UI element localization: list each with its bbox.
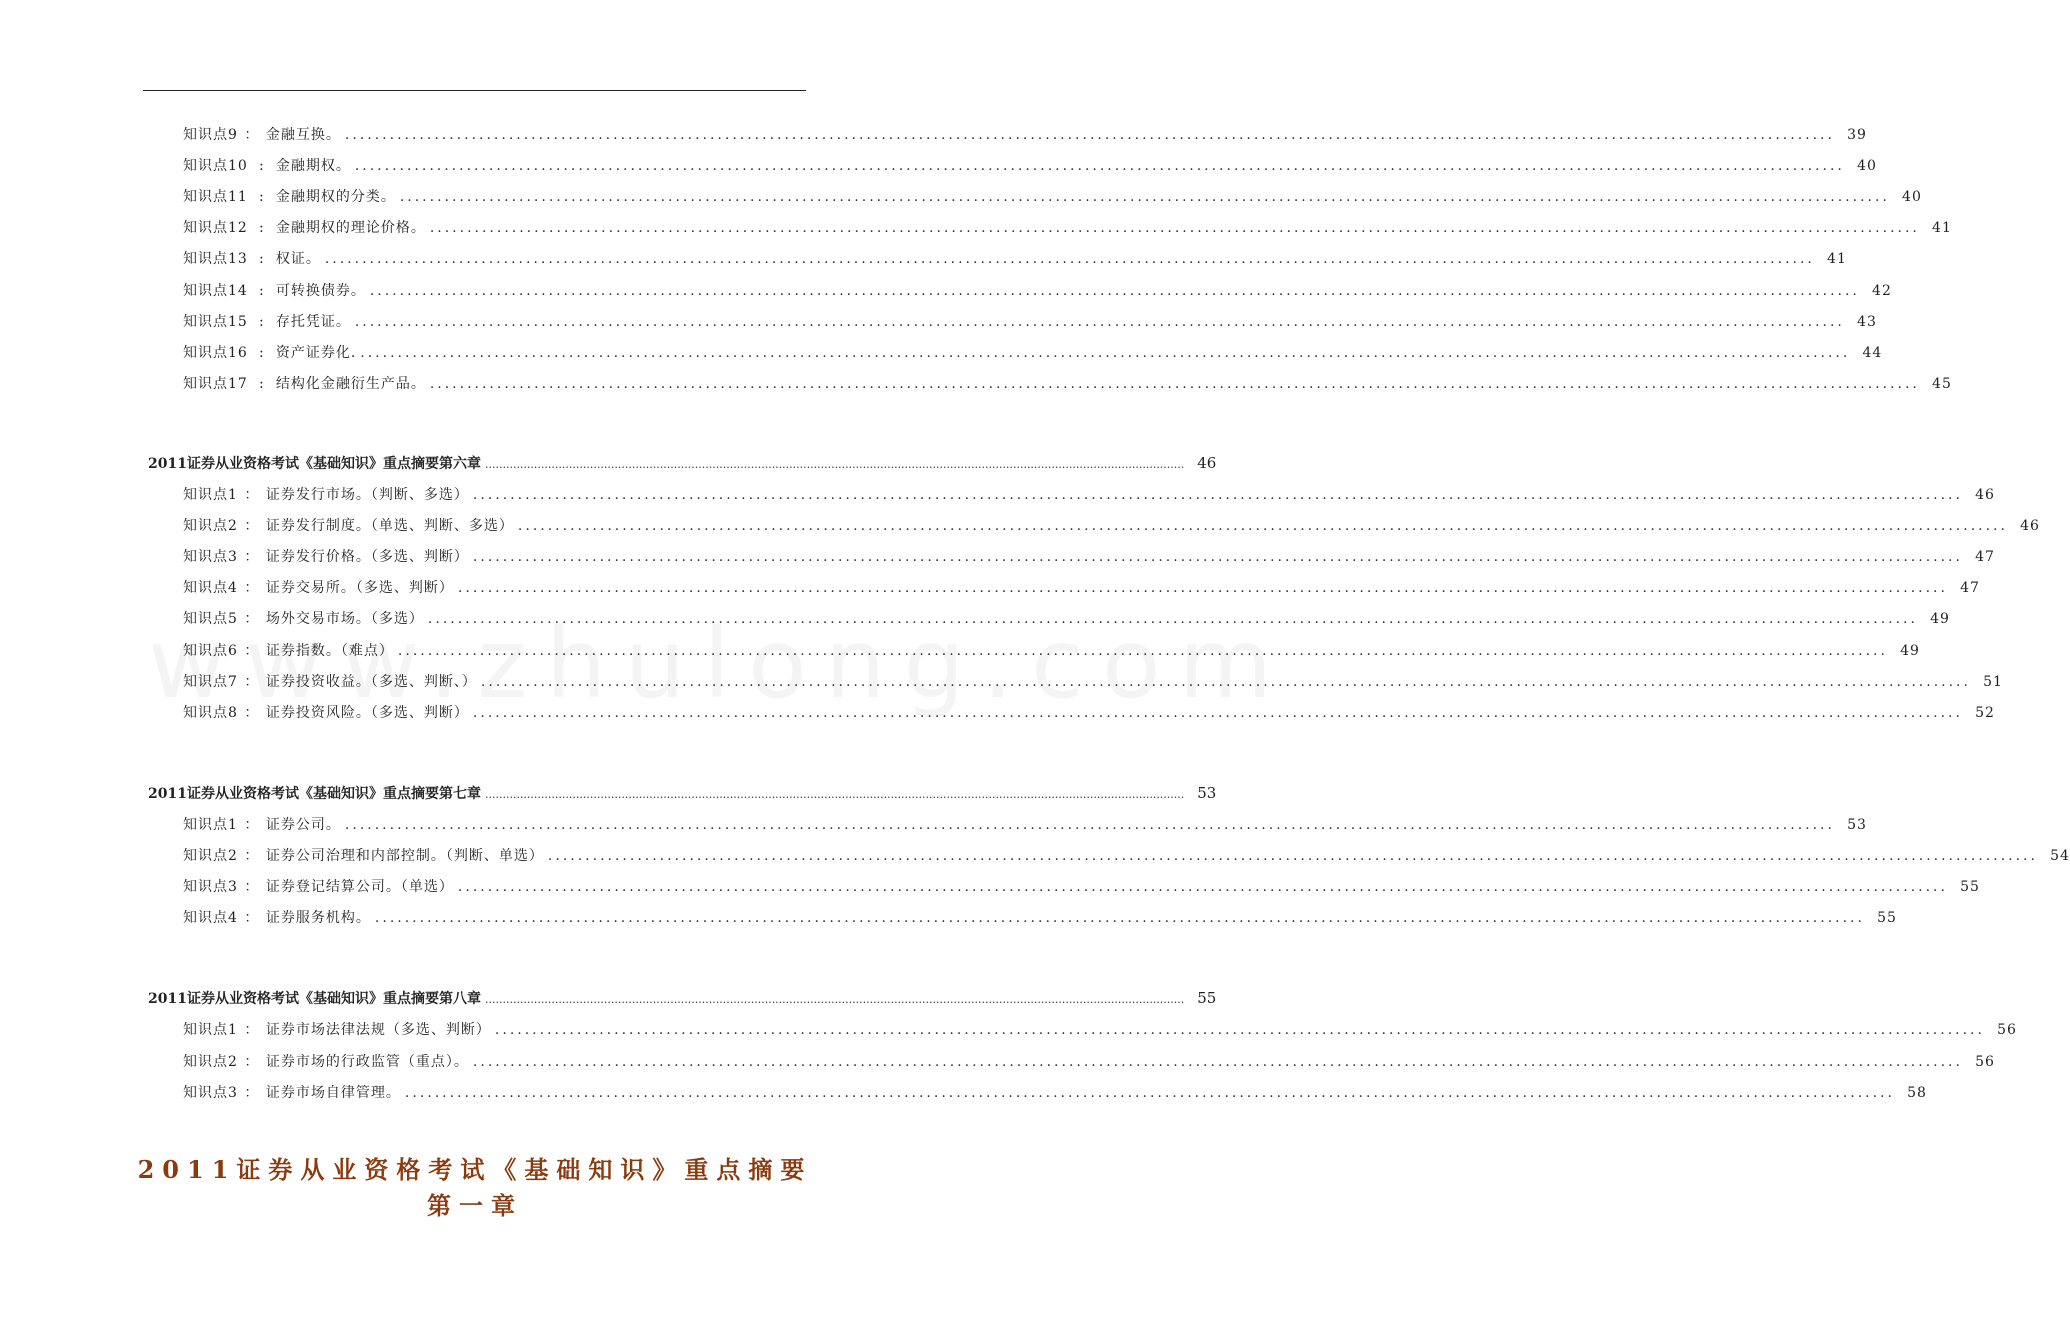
toc-entry-label: 知识点2 (183, 1053, 238, 1070)
toc-entry-label: 知识点2 (183, 518, 238, 535)
toc-entry-row[interactable] (183, 217, 1952, 241)
toc-entry-separator: ： (244, 580, 260, 597)
toc-leader: ........................................................................................................................................................................................................ (472, 1053, 1963, 1070)
toc-entry-label: 知识点12 (183, 220, 248, 237)
toc-entry-title: 证券公司。 (265, 816, 341, 833)
toc-entry-label: 知识点9 (183, 127, 238, 143)
toc-page-number: 46 (1975, 487, 1995, 503)
toc-leader: ........................................................................................................................................................................................................ (369, 282, 1860, 299)
toc-entry-label: 知识点3 (183, 879, 238, 896)
toc-entry-title: 证券交易所。（多选、判断） (265, 580, 454, 597)
toc-entry-row[interactable] (183, 907, 1897, 931)
toc-entry-label: 知识点1 (183, 816, 238, 833)
toc-page-number: 40 (1857, 158, 1877, 175)
toc-page-number: 41 (1932, 220, 1952, 237)
toc-entry-row[interactable] (183, 702, 1995, 726)
toc-entry-title: 金融互换。 (265, 127, 341, 143)
toc-entry-label: 知识点3 (183, 549, 238, 566)
toc-entry-label: 知识点11 (183, 189, 248, 206)
toc-leader: ........................................................................................................................................................................................................ (429, 220, 1920, 237)
toc-page-number: 55 (1877, 910, 1897, 927)
toc-page-number: 44 (1862, 344, 1883, 361)
toc-entry-label: 知识点7 (183, 673, 238, 690)
toc-page-number: 52 (1975, 704, 1995, 721)
toc-entry-row[interactable] (183, 311, 1877, 335)
toc-leader: ........................................................................................................................................................................................................ (494, 1022, 1985, 1039)
toc-leader: ........................................................................................................................................................................................................ (457, 879, 1948, 896)
toc-entry-title: 证券公司治理和内部控制。（判断、单选） (265, 848, 544, 864)
toc-entry-separator: ： (244, 704, 260, 721)
toc-entry-separator: ： (244, 549, 260, 566)
toc-entry-title: 存托凭证。 (275, 313, 351, 330)
toc-chapter-title: 2011证券从业资格考试《基础知识》重点摘要第八章 (148, 991, 481, 1008)
toc-page-number: 39 (1847, 127, 1867, 143)
toc-entry-row[interactable] (183, 546, 1995, 570)
toc-entry-title: 可转换债券。 (275, 282, 366, 299)
toc-entry-title: 场外交易市场。（多选） (265, 611, 424, 628)
toc-chapter-row[interactable] (148, 453, 1217, 477)
toc-entry-separator: ： (244, 910, 260, 927)
toc-page-number: 49 (1900, 642, 1920, 659)
toc-entry-row[interactable] (183, 342, 1883, 366)
toc-entry-row[interactable] (183, 186, 1922, 210)
toc-entry-label: 知识点8 (183, 704, 238, 721)
toc-page-number: 45 (1932, 375, 1952, 392)
toc-leader: ........................................................................................................................................................................................................ (484, 457, 1185, 471)
toc-page-number: 47 (1960, 580, 1980, 597)
toc-leader: ........................................................................................................................................................................................................ (484, 787, 1185, 801)
toc-leader: ........................................................................................................................................................................................................ (472, 487, 1963, 503)
toc-entry-separator: ： (244, 518, 260, 535)
toc-leader: ........................................................................................................................................................................................................ (404, 1084, 1895, 1101)
toc-entry-title: 权证。 (275, 251, 321, 268)
toc-page-number: 53 (1197, 783, 1217, 802)
toc-leader: ........................................................................................................................................................................................................ (360, 344, 1851, 361)
toc-entry-separator: ： (244, 127, 260, 143)
chapter-heading-sub: 第一章 (427, 1191, 523, 1220)
toc-page-number: 53 (1847, 816, 1867, 833)
toc-page-number: 56 (1975, 1053, 1995, 1070)
toc-entry-title: 证券市场自律管理。 (265, 1084, 401, 1101)
toc-page-number: 46 (2020, 518, 2040, 535)
toc-leader: ........................................................................................................................................................................................................ (397, 642, 1888, 659)
toc-page-number: 54 (2050, 848, 2070, 864)
toc-entry-label: 知识点4 (183, 910, 238, 927)
toc-entry-title: 证券服务机构。 (265, 910, 371, 927)
toc-entry-row[interactable] (183, 155, 1877, 179)
toc-leader: ........................................................................................................................................................................................................ (472, 549, 1963, 566)
toc-entry-label: 知识点14 (183, 282, 248, 299)
toc-entry-separator: ： (244, 1053, 260, 1070)
toc-entry-row[interactable] (183, 1019, 2017, 1043)
toc-entry-label: 知识点5 (183, 611, 238, 628)
toc-entry-separator: ： (244, 642, 260, 659)
toc-chapter-title: 2011证券从业资格考试《基础知识》重点摘要第六章 (148, 455, 481, 472)
toc-entry-row[interactable] (183, 1082, 1927, 1106)
toc-leader: ........................................................................................................................................................................................................ (427, 611, 1918, 628)
toc-entry-separator: : (258, 282, 265, 299)
toc-entry-separator: : (258, 375, 265, 392)
toc-entry-title: 证券市场的行政监管（重点）。 (265, 1053, 469, 1070)
toc-entry-separator: : (258, 220, 265, 237)
toc-page-number: 43 (1857, 313, 1877, 330)
toc-entry-row[interactable] (183, 280, 1892, 304)
toc-entry-title: 结构化金融衍生产品。 (275, 375, 426, 392)
toc-entry-separator: ： (244, 816, 260, 833)
toc-leader: ........................................................................................................................................................................................................ (484, 993, 1185, 1007)
toc-leader: ........................................................................................................................................................................................................ (547, 848, 2038, 864)
toc-chapter-row[interactable] (148, 783, 1217, 807)
toc-page-number: 55 (1197, 989, 1217, 1008)
toc-entry-title: 证券市场法律法规（多选、判断） (265, 1022, 491, 1039)
toc-page-number: 46 (1197, 453, 1217, 472)
toc-entry-row[interactable] (183, 124, 1867, 148)
toc-leader: ........................................................................................................................................................................................................ (374, 910, 1865, 927)
toc-entry-title: 金融期权的理论价格。 (275, 220, 426, 237)
toc-entry-title: 资产证券化. (275, 344, 357, 361)
toc-entry-row[interactable] (183, 373, 1952, 397)
toc-entry-separator: ： (244, 879, 260, 896)
toc-leader: ........................................................................................................................................................................................................ (324, 251, 1815, 268)
toc-entry-label: 知识点1 (183, 487, 238, 503)
toc-entry-label: 知识点10 (183, 158, 248, 175)
toc-entry-row[interactable] (183, 814, 1867, 838)
toc-page-number: 40 (1902, 189, 1922, 206)
toc-entry-row[interactable] (183, 577, 1980, 601)
toc-chapter-row[interactable] (148, 988, 1217, 1012)
toc-entry-separator: : (258, 158, 265, 175)
toc-page-number: 55 (1960, 879, 1980, 896)
toc-leader: ........................................................................................................................................................................................................ (480, 673, 1971, 690)
toc-entry-title: 证券登记结算公司。（单选） (265, 879, 454, 896)
toc-page-number: 49 (1930, 611, 1950, 628)
toc-page-number: 47 (1975, 549, 1995, 566)
toc-entry-label: 知识点1 (183, 1022, 238, 1039)
toc-entry-title: 证券发行市场。（判断、多选） (265, 487, 469, 503)
toc-entry-label: 知识点13 (183, 251, 248, 268)
toc-leader: ........................................................................................................................................................................................................ (354, 313, 1845, 330)
toc-entry-label: 知识点16 (183, 344, 248, 361)
toc-entry-row[interactable] (183, 484, 1995, 508)
toc-entry-row[interactable] (183, 640, 1920, 664)
toc-entry-title: 证券发行制度。（单选、判断、多选） (265, 518, 514, 535)
toc-page-number: 58 (1907, 1084, 1927, 1101)
toc-page-number: 56 (1997, 1022, 2017, 1039)
toc-entry-separator: ： (244, 1084, 260, 1101)
toc-entry-row[interactable] (183, 876, 1980, 900)
toc-entry-title: 金融期权。 (275, 158, 351, 175)
toc-leader: ........................................................................................................................................................................................................ (457, 580, 1948, 597)
chapter-heading: 2011证券从业资格考试《基础知识》重点摘要 (137, 1155, 813, 1184)
toc-entry-label: 知识点2 (183, 848, 238, 864)
toc-page-number: 51 (1983, 673, 2003, 690)
toc-entry-label: 知识点3 (183, 1084, 238, 1101)
toc-chapter-title: 2011证券从业资格考试《基础知识》重点摘要第七章 (148, 785, 481, 802)
toc-entry-separator: : (258, 313, 265, 330)
toc-entry-label: 知识点15 (183, 313, 248, 330)
toc-leader: ........................................................................................................................................................................................................ (429, 375, 1920, 392)
toc-entry-row[interactable] (183, 248, 1847, 272)
toc-entry-row[interactable] (183, 608, 1950, 632)
toc-entry-row[interactable] (183, 671, 2003, 695)
toc-entry-title: 证券指数。（难点） (265, 642, 394, 659)
toc-entry-separator: : (258, 344, 265, 361)
toc-leader: ........................................................................................................................................................................................................ (344, 816, 1835, 833)
toc-entry-label: 知识点17 (183, 375, 248, 392)
toc-leader: ........................................................................................................................................................................................................ (472, 704, 1963, 721)
header-rule (143, 90, 806, 91)
toc-entry-separator: ： (244, 848, 260, 864)
toc-entry-label: 知识点4 (183, 580, 238, 597)
toc-page-number: 41 (1827, 251, 1847, 268)
toc-entry-row[interactable] (183, 845, 2070, 869)
toc-entry-row[interactable] (183, 515, 2040, 539)
toc-entry-separator: : (258, 189, 265, 206)
toc-entry-separator: ： (244, 673, 260, 690)
toc-entry-label: 知识点6 (183, 642, 238, 659)
toc-entry-separator: ： (244, 487, 260, 503)
toc-entry-separator: ： (244, 1022, 260, 1039)
toc-leader: ........................................................................................................................................................................................................ (517, 518, 2008, 535)
toc-entry-title: 证券发行价格。（多选、判断） (265, 549, 469, 566)
toc-leader: ........................................................................................................................................................................................................ (344, 127, 1835, 143)
toc-entry-separator: : (258, 251, 265, 268)
toc-page-number: 42 (1872, 282, 1892, 299)
toc-entry-title: 证券投资收益。（多选、判断、） (265, 673, 477, 690)
toc-entry-row[interactable] (183, 1051, 1995, 1075)
toc-entry-title: 金融期权的分类。 (275, 189, 396, 206)
toc-leader: ........................................................................................................................................................................................................ (354, 158, 1845, 175)
toc-leader: ........................................................................................................................................................................................................ (399, 189, 1890, 206)
toc-entry-separator: ： (244, 611, 260, 628)
toc-entry-title: 证券投资风险。（多选、判断） (265, 704, 469, 721)
